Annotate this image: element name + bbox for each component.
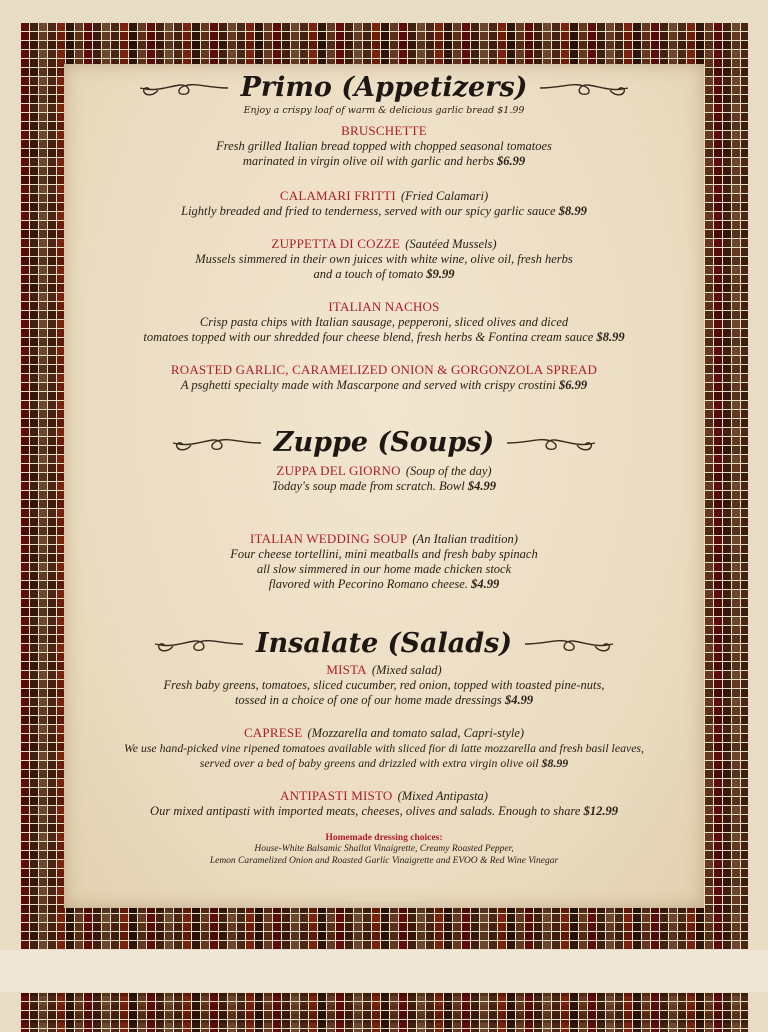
item-name: CALAMARI FRITTI	[279, 188, 396, 203]
item-price: $8.99	[541, 756, 569, 770]
item-name: ZUPPA DEL GIORNO	[276, 463, 401, 478]
item-price: $4.99	[504, 693, 534, 707]
item-name: ITALIAN WEDDING SOUP	[250, 531, 408, 546]
section-title: Insalate (Salads)	[255, 628, 513, 659]
menu-item	[64, 785, 704, 819]
item-subtitle: (An Italian tradition)	[412, 532, 518, 546]
menu-item	[64, 233, 704, 282]
item-description: We use hand-picked vine ripened tomatoes available with sliced fior di latte mozzarella and fresh basil leaves, served over a bed of baby greens and drizzled with extra virgin olive oil $8.99	[124, 741, 644, 770]
item-description: Mussels simmered in their own juices with white wine, olive oil, fresh herbs and a touch of tomato $9.99	[195, 252, 573, 281]
flourish-right-icon	[504, 431, 599, 455]
item-name: ZUPPETTA DI COZZE	[271, 236, 401, 251]
item-description: Fresh grilled Italian bread topped with chopped seasonal tomatoes marinated in virgin olive oil with garlic and herbs $6.99	[216, 139, 552, 168]
dressing-choices-line: House-White Balsamic Shallot Vinaigrette, Creamy Roasted Pepper,	[254, 844, 514, 854]
item-price: $12.99	[583, 804, 618, 818]
item-subtitle: (Mixed salad)	[371, 663, 442, 677]
section-header	[64, 72, 704, 103]
item-description: Lightly breaded and fried to tenderness, served with our spicy garlic sauce $8.99	[181, 204, 587, 218]
flourish-right-icon	[522, 632, 617, 656]
menu-item	[64, 722, 704, 771]
item-name: ITALIAN NACHOS	[328, 299, 440, 314]
item-price: $8.99	[558, 204, 587, 218]
item-description: A psghetti specialty made with Mascarpone and served with crispy crostini $6.99	[180, 378, 588, 392]
section-title: Zuppe (Soups)	[273, 427, 495, 458]
item-price: $9.99	[426, 267, 455, 281]
section-primo	[64, 72, 704, 393]
menu-item	[64, 120, 704, 169]
garlic-bread-note: Enjoy a crispy loaf of warm & delicious garlic bread $1.99	[243, 105, 525, 116]
item-description: Today's soup made from scratch. Bowl $4.99	[272, 479, 496, 493]
item-description: Our mixed antipasti with imported meats, cheeses, olives and salads. Enough to share $12.99	[150, 804, 618, 818]
item-subtitle: (Sautéed Mussels)	[405, 237, 497, 251]
item-name: MISTA	[326, 662, 367, 677]
section-header	[64, 628, 704, 659]
item-subtitle: (Soup of the day)	[405, 464, 492, 478]
item-name: CAPRESE	[243, 725, 303, 740]
flourish-left-icon	[151, 632, 246, 656]
menu-item	[64, 528, 704, 592]
item-price: $4.99	[467, 479, 496, 493]
menu-item	[64, 296, 704, 345]
dressing-choices-heading: Homemade dressing choices:	[325, 833, 443, 843]
item-price: $8.99	[596, 330, 625, 344]
item-subtitle: (Mozzarella and tomato salad, Capri-style)	[307, 726, 525, 740]
item-subtitle: (Mixed Antipasta)	[397, 789, 488, 803]
menu-item	[64, 460, 704, 494]
dressing-choices-line: Lemon Caramelized Onion and Roasted Garlic Vinaigrette and EVOO & Red Wine Vinegar	[209, 856, 559, 866]
flourish-right-icon	[537, 76, 632, 100]
menu-item	[64, 185, 704, 219]
flourish-left-icon	[169, 431, 264, 455]
item-price: $6.99	[496, 154, 526, 168]
item-description: Four cheese tortellini, mini meatballs and fresh baby spinach all slow simmered in our home made chicken stock flavored with Pecorino Romano cheese. $4.99	[230, 547, 538, 591]
section-zuppe	[64, 427, 704, 592]
menu-item	[64, 659, 704, 708]
menu-item	[64, 359, 704, 393]
section-title: Primo (Appetizers)	[240, 72, 528, 103]
item-description: Crisp pasta chips with Italian sausage, pepperoni, sliced olives and diced tomatoes topped with our shredded four cheese blend, fresh herbs & Fontina cream sauce $8.99	[143, 315, 625, 344]
item-price: $4.99	[471, 577, 500, 591]
item-subtitle: (Fried Calamari)	[400, 189, 489, 203]
section-header	[64, 427, 704, 458]
flourish-left-icon	[136, 76, 231, 100]
item-name: BRUSCHETTE	[341, 123, 427, 138]
item-description: Fresh baby greens, tomatoes, sliced cucumber, red onion, topped with toasted pine-nuts, tossed in a choice of one of our home made dressings $4.99	[163, 678, 605, 707]
next-page-mosaic-border	[20, 992, 748, 1032]
page-gap	[0, 950, 768, 992]
item-price: $6.99	[558, 378, 588, 392]
section-insalate	[64, 628, 704, 867]
item-name: ROASTED GARLIC, CARAMELIZED ONION & GORGONZOLA SPREAD	[170, 362, 598, 377]
item-name: ANTIPASTI MISTO	[280, 788, 393, 803]
menu-page	[64, 64, 704, 908]
